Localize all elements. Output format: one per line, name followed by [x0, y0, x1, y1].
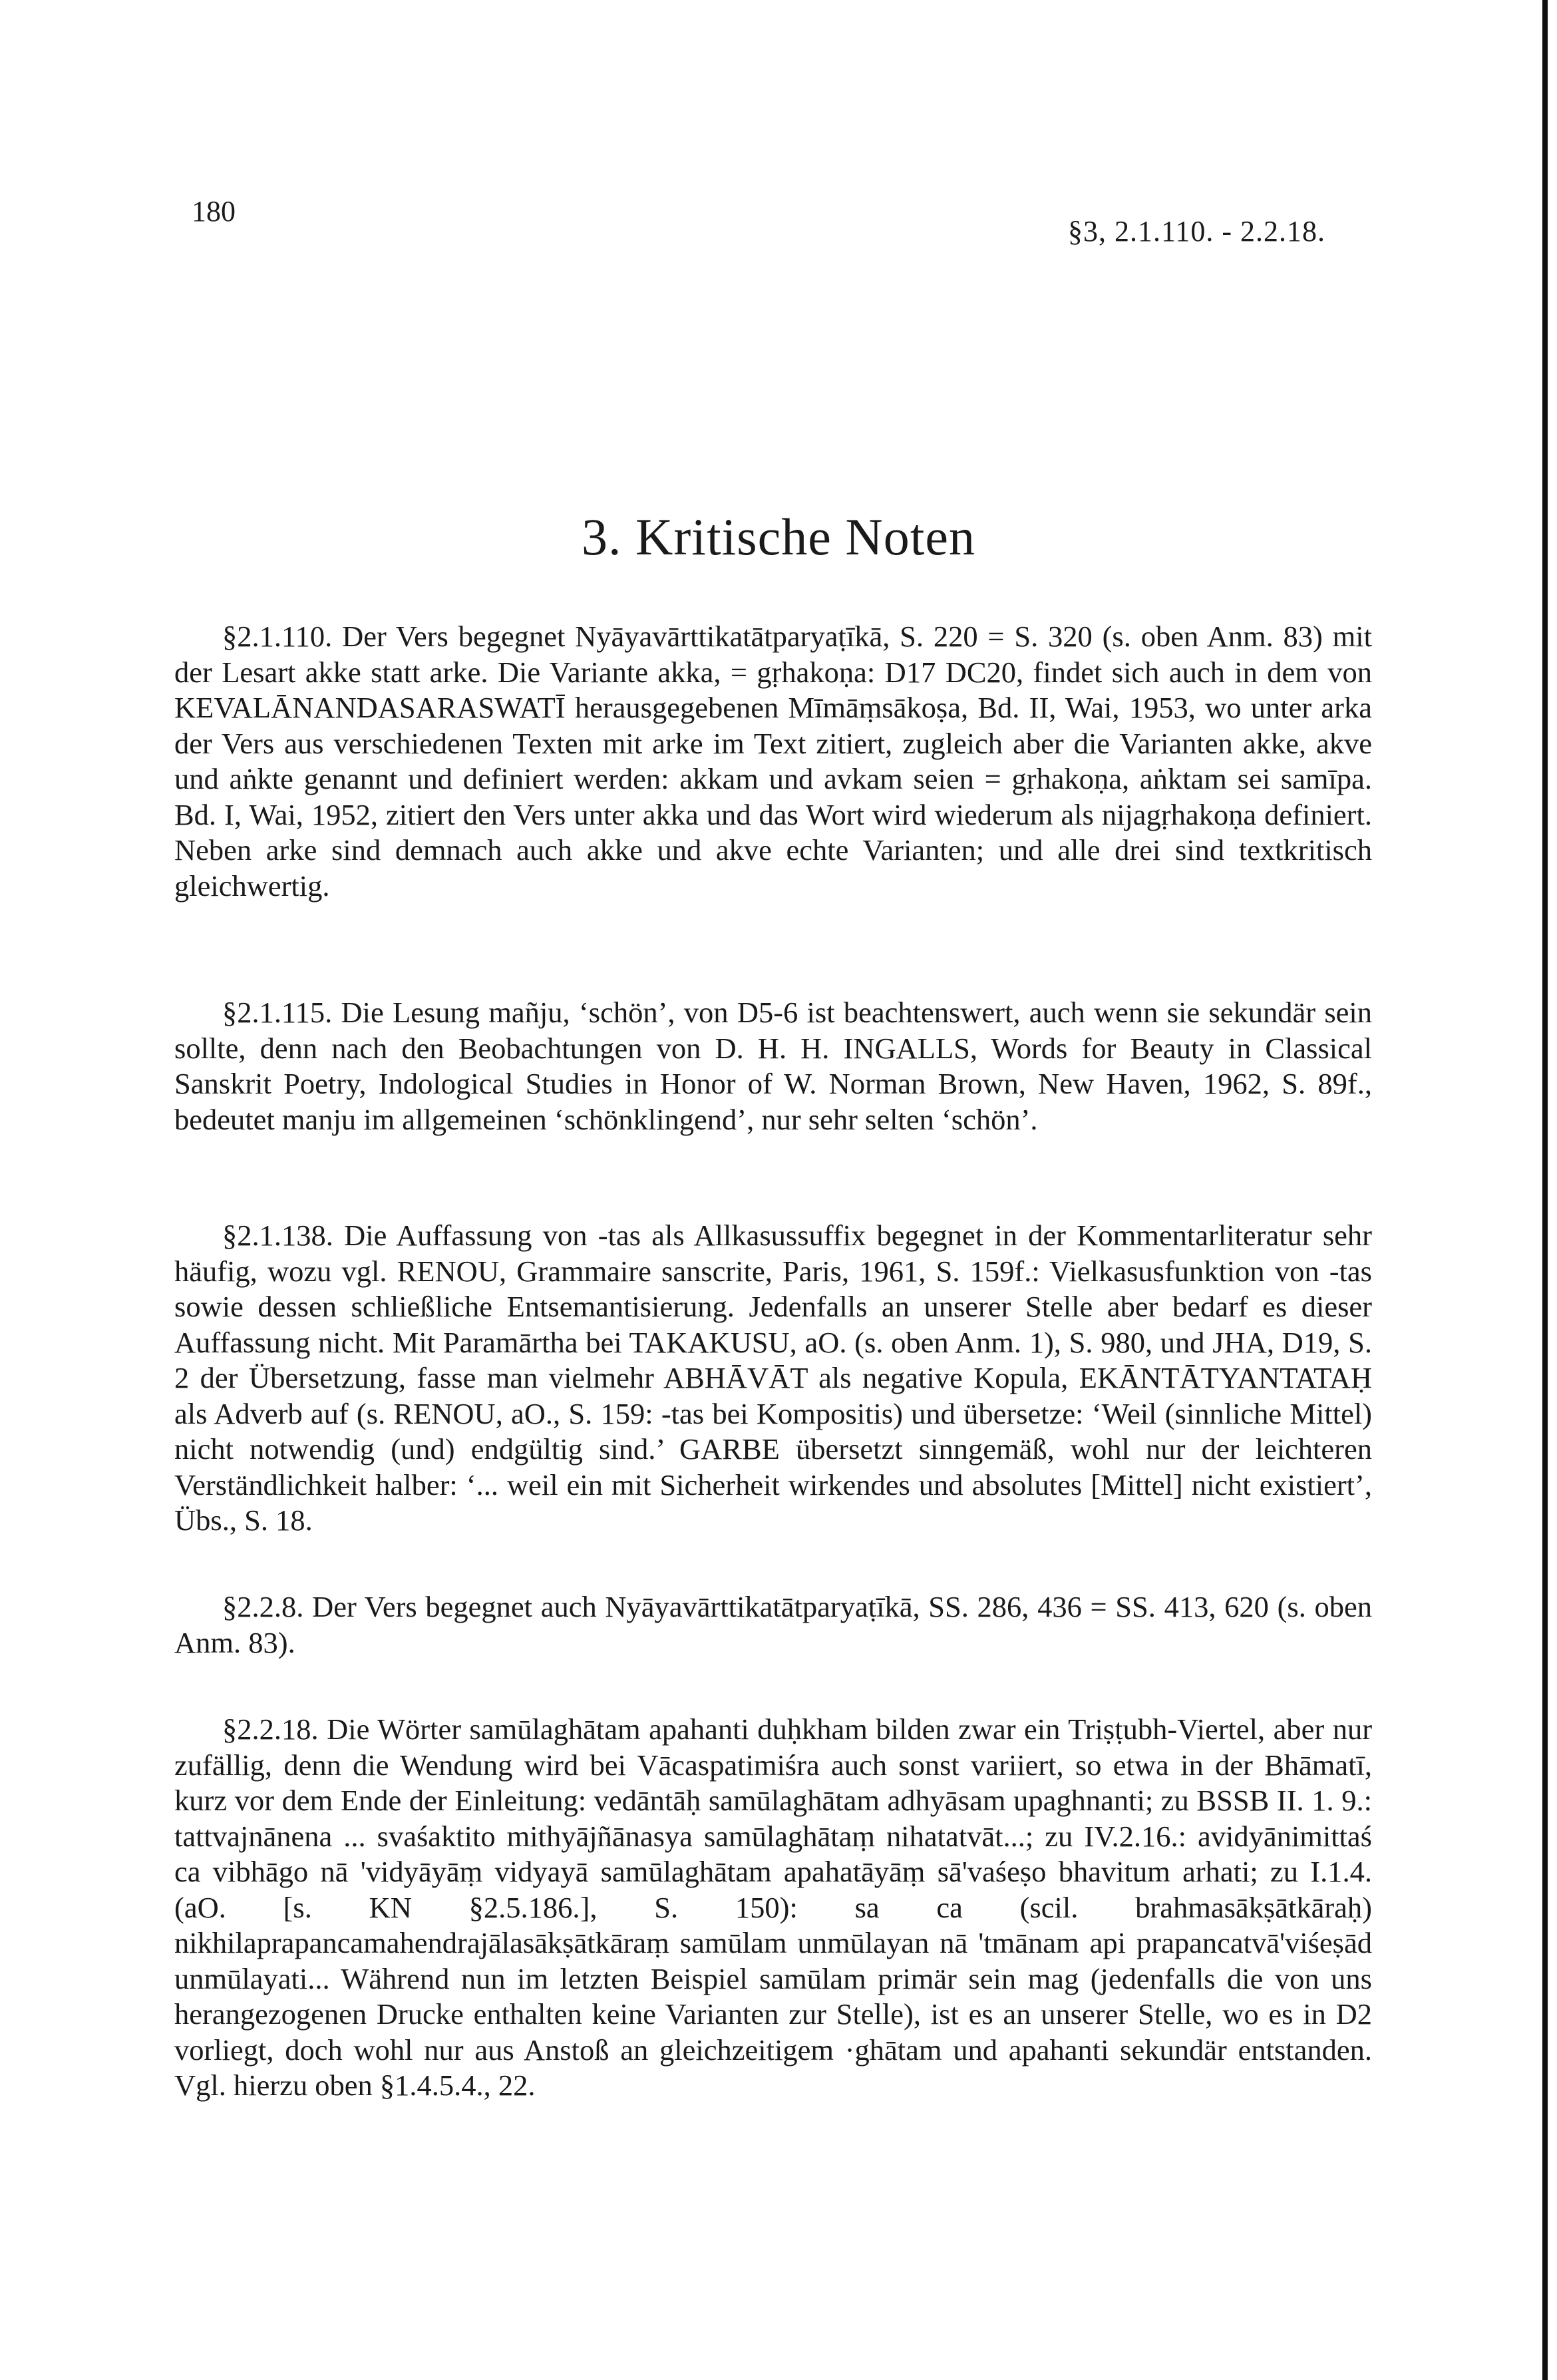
- note-2-1-115: [174, 995, 1372, 1137]
- note-text: Die Auffassung von -tas als Allkasussuffix begegnet in der Kommentarliteratur sehr häufig, wozu vgl. RENOU, Grammaire sanscrite, Paris, 1961, S. 159f.: Vielkasusfunktion von -tas sowie dessen schließliche Entsemantisierung. Jedenfalls an unserer Stelle aber bedarf es dieser Auffassung nicht. Mit Paramārtha bei TAKAKUSU, aO. (s. oben Anm. 1), S. 980, und JHA, D19, S. 2 der Übersetzung, fasse man vielmehr ABHĀVĀT als negative Kopula, EKĀNTĀTYANTATAḤ als Adverb auf (s. RENOU, aO., S. 159: -tas bei Kompositis) und übersetze: ‘Weil (sinnliche Mittel) nicht notwendig (und) endgültig sind.’ GARBE übersetzt sinngemäß, wohl nur der leichteren Verständlichkeit halber: ‘... weil ein mit Sicherheit wirkendes und absolutes [Mittel] nicht existiert’, Übs., S. 18.: [174, 1219, 1373, 1537]
- page-edge-rule: [1542, 0, 1548, 2380]
- note-paragraph: [174, 995, 1372, 1137]
- note-2-2-18: [174, 1712, 1372, 2104]
- note-text: Die Lesung mañju, ‘schön’, von D5-6 ist beachtenswert, auch wenn sie sekundär sein sollte, denn nach den Beobachtungen von D. H. H. INGALLS, Words for Beauty in Classical Sanskrit Poetry, Indological Studies in Honor of W. Norman Brown, New Haven, 1962, S. 89f., bedeutet manju im allgemeinen ‘schönklingend’, nur sehr selten ‘schön’.: [174, 996, 1373, 1136]
- note-text: Der Vers begegnet auch Nyāyavārttikatātparyaṭīkā, SS. 286, 436 = SS. 413, 620 (s. oben Anm. 83).: [174, 1590, 1373, 1659]
- running-head: §3, 2.1.110. - 2.2.18.: [1068, 215, 1326, 248]
- note-ref: §2.1.110.: [222, 620, 333, 653]
- note-ref: §2.1.115.: [222, 996, 333, 1029]
- note-text: Der Vers begegnet Nyāyavārttikatātparyaṭīkā, S. 220 = S. 320 (s. oben Anm. 83) mit der Lesart akke statt arke. Die Variante akka, = gṛhakoṇa: D17 DC20, findet sich auch in dem von KEVALĀNANDASARASWATĪ herausgegebenen Mīmāṃsākoṣa, Bd. II, Wai, 1953, wo unter arka der Vers aus verschiedenen Texten mit arke im Text zitiert, zugleich aber die Varianten akke, akve und aṅkte genannt und definiert werden: akkam und avkam seien = gṛhakoṇa, aṅktam sei samīpa. Bd. I, Wai, 1952, zitiert den Vers unter akka und das Wort wird wiederum als nijagṛhakoṇa definiert. Neben arke sind demnach auch akke und akve echte Varianten; und alle drei sind textkritisch gleichwertig.: [174, 620, 1372, 902]
- chapter-title: 3. Kritische Noten: [581, 508, 976, 566]
- note-paragraph: [174, 619, 1372, 904]
- page-number: 180: [192, 195, 236, 228]
- note-ref: §2.2.18.: [222, 1712, 319, 1746]
- note-2-2-8: [174, 1589, 1372, 1661]
- note-paragraph: [174, 1218, 1372, 1539]
- note-2-1-138: [174, 1218, 1372, 1539]
- note-text: Die Wörter samūlaghātam apahanti duḥkham bilden zwar ein Triṣṭubh-Viertel, aber nur zufällig, denn die Wendung wird bei Vācaspatimiśra auch sonst variiert, so etwa in der Bhāmatī, kurz vor dem Ende der Einleitung: vedāntāḥ samūlaghātam adhyāsam upaghnanti; zu BSSB II. 1. 9.: tattvajnānena ... svaśaktito mithyājñānasya samūlaghātaṃ nihatatvāt...; zu IV.2.16.: avidyānimittaś ca vibhāgo nā 'vidyāyāṃ vidyayā samūlaghātam apahatāyāṃ sā'vaśeṣo bhavitum arhati; zu I.1.4. (aO. [s. KN §2.5.186.], S. 150): sa ca (scil. brahmasākṣātkāraḥ) nikhilaprapancamahendrajālasākṣātkāraṃ samūlam unmūlayan nā 'tmānam api prapancatvā'viśeṣād unmūlayati... Während nun im letzten Beispiel samūlam primär sein mag (jedenfalls die von uns herangezogenen Drucke enthalten keine Varianten zur Stelle), ist es an unserer Stelle, wo es in D2 vorliegt, doch wohl nur aus Anstoß an gleichzeitigem ·ghātam und apahanti sekundär entstanden. Vgl. hierzu oben §1.4.5.4., 22.: [174, 1712, 1373, 2102]
- note-paragraph: [174, 1589, 1372, 1661]
- note-ref: §2.2.8.: [222, 1590, 304, 1623]
- note-2-1-110: [174, 619, 1372, 904]
- note-ref: §2.1.138.: [222, 1219, 333, 1252]
- note-paragraph: [174, 1712, 1372, 2104]
